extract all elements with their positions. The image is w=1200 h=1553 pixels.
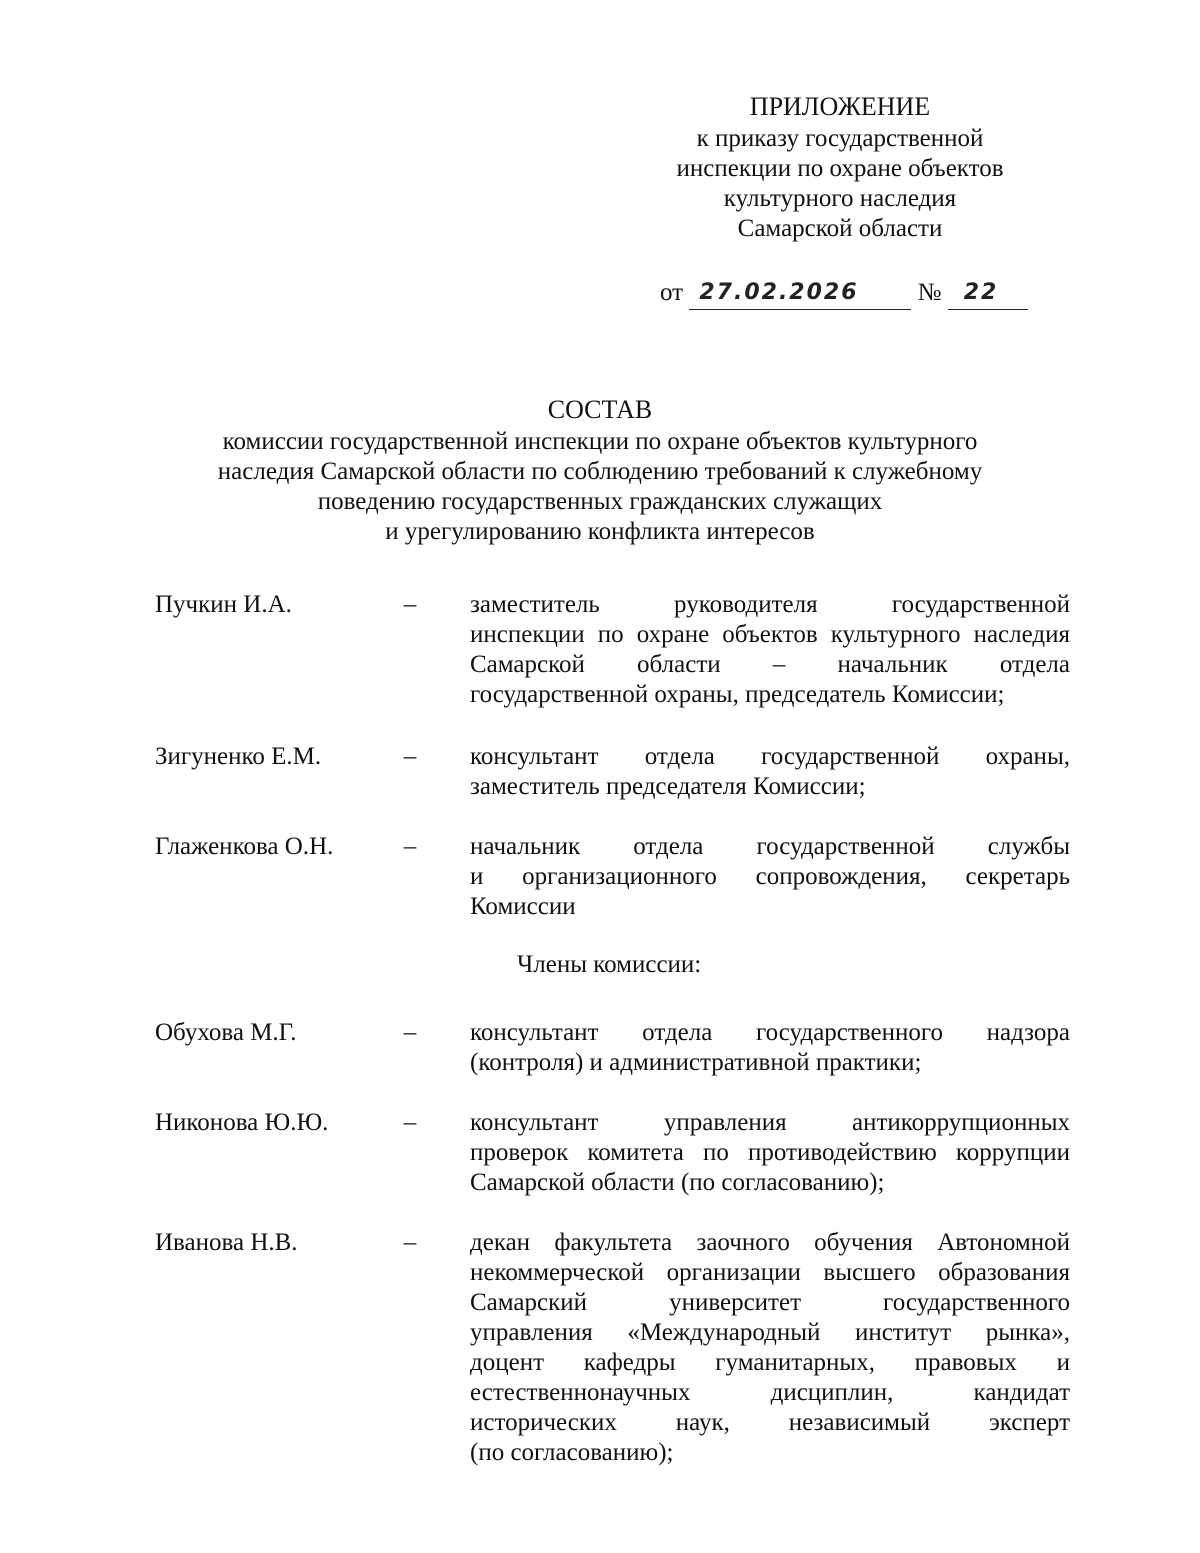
- description-line: Самарской области – начальник отдела: [470, 651, 1070, 678]
- member-name: Зигуненко Е.М.: [155, 743, 322, 770]
- member-dash: –: [403, 591, 417, 618]
- appendix-title: ПРИЛОЖЕНИЕ: [749, 92, 931, 121]
- member-description: [470, 742, 1070, 802]
- description-line: доцент кафедры гуманитарных, правовых и: [470, 1349, 1070, 1376]
- member-dash: –: [403, 1019, 417, 1046]
- member-row: [155, 1018, 1070, 1078]
- member-name: Обухова М.Г.: [155, 1019, 297, 1046]
- description-line: заместитель руководителя государственной: [470, 591, 1070, 618]
- member-dash: –: [403, 833, 417, 860]
- member-row: [155, 742, 1070, 802]
- members-subheading: Члены комиссии:: [517, 951, 702, 978]
- handwritten-date: 27.02.2026: [689, 280, 911, 310]
- heading-line: поведению государственных гражданских служащих: [317, 488, 883, 515]
- member-row: [155, 1108, 1070, 1198]
- member-name: Пучкин И.А.: [155, 591, 292, 618]
- description-line: проверок комитета по противодействию коррупции: [470, 1139, 1070, 1166]
- member-name: Глаженкова О.Н.: [155, 833, 334, 860]
- member-dash: –: [403, 743, 417, 770]
- description-line: консультант отдела государственного надзора: [470, 1019, 1070, 1046]
- number-prefix: №: [917, 279, 942, 306]
- member-dash: –: [403, 1109, 417, 1136]
- date-prefix: от: [660, 279, 684, 306]
- member-name: Никонова Ю.Ю.: [155, 1109, 329, 1136]
- heading-line: и урегулированию конфликта интересов: [385, 518, 815, 545]
- description-line: (контроля) и административной практики;: [470, 1049, 922, 1076]
- description-line: начальник отдела государственной службы: [470, 833, 1070, 860]
- description-line: заместитель председателя Комиссии;: [470, 773, 866, 800]
- appendix-header: [640, 92, 1040, 244]
- description-line: инспекции по охране объектов культурного наследия: [470, 621, 1070, 648]
- description-line: некоммерческой организации высшего образования: [470, 1259, 1070, 1286]
- description-line: декан факультета заочного обучения Автономной: [470, 1229, 1070, 1256]
- description-line: управления «Международный институт рынка»,: [470, 1319, 1070, 1346]
- appendix-line: к приказу государственной: [696, 125, 984, 152]
- heading-title: СОСТАВ: [547, 395, 653, 424]
- document-heading: [130, 395, 1070, 547]
- members-list: [155, 590, 1070, 1468]
- description-line: Комиссии: [470, 893, 576, 920]
- description-line: (по согласованию);: [470, 1439, 674, 1466]
- description-line: исторических наук, независимый эксперт: [470, 1409, 1070, 1436]
- description-line: и организационного сопровождения, секретарь: [470, 863, 1070, 890]
- description-line: Самарский университет государственного: [470, 1289, 1070, 1316]
- description-line: государственной охраны, председатель Комиссии;: [470, 681, 1005, 708]
- appendix-line: инспекции по охране объектов: [676, 155, 1004, 182]
- description-line: консультант отдела государственной охраны,: [470, 743, 1070, 770]
- description-line: естественнонаучных дисциплин, кандидат: [470, 1379, 1070, 1406]
- member-description: [470, 590, 1070, 710]
- appendix-line: Самарской области: [737, 215, 943, 242]
- member-description: [470, 1228, 1070, 1468]
- member-description: [470, 832, 1070, 922]
- member-description: [470, 1108, 1070, 1198]
- member-dash: –: [403, 1229, 417, 1256]
- heading-line: комиссии государственной инспекции по охране объектов культурного: [222, 428, 978, 455]
- member-row: [155, 832, 1070, 922]
- member-row: [155, 590, 1070, 710]
- description-line: консультант управления антикоррупционных: [470, 1109, 1070, 1136]
- heading-line: наследия Самарской области по соблюдению требований к служебному: [217, 458, 983, 485]
- description-line: Самарской области (по согласованию);: [470, 1169, 885, 1196]
- member-name: Иванова Н.В.: [155, 1229, 298, 1256]
- handwritten-number: 22: [948, 280, 1028, 310]
- member-row: [155, 1228, 1070, 1468]
- appendix-line: культурного наследия: [723, 185, 957, 212]
- member-description: [470, 1018, 1070, 1078]
- order-date-number: [660, 276, 1040, 310]
